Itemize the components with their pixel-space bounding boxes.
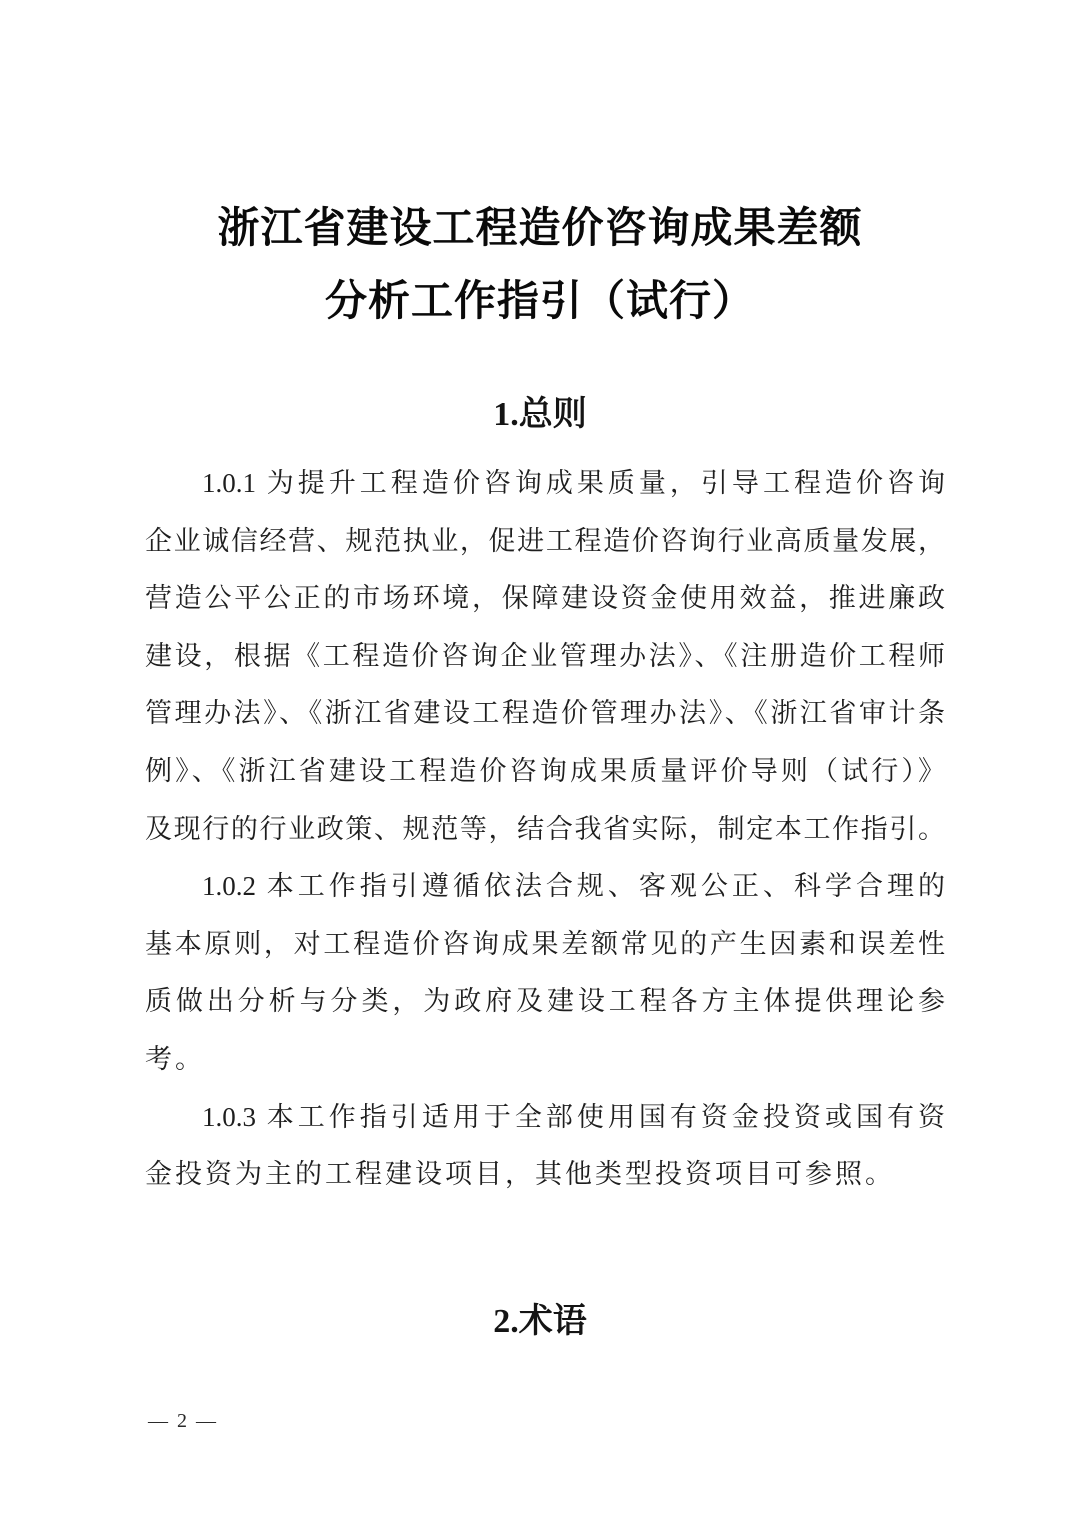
body-line: 营造公平公正的市场环境，保障建设资金使用效益，推进廉政 bbox=[145, 583, 945, 614]
body-line: 企业诚信经营、规范执业，促进工程造价咨询行业高质量发展， bbox=[145, 525, 945, 556]
body-line: 质做出分析与分类，为政府及建设工程各方主体提供理论参 bbox=[145, 986, 945, 1017]
body-line: 建设，根据《工程造价咨询企业管理办法》、《注册造价工程师 bbox=[145, 640, 945, 671]
body-line: 1.0.2 本工作指引遵循依法合规、客观公正、科学合理的 bbox=[202, 871, 945, 902]
body-line: 及现行的行业政策、规范等，结合我省实际，制定本工作指引。 bbox=[145, 813, 945, 844]
body-line: 例》、《浙江省建设工程造价咨询成果质量评价导则（试行）》 bbox=[145, 755, 945, 786]
body-text bbox=[145, 455, 945, 1204]
body-line: 金投资为主的工程建设项目，其他类型投资项目可参照。 bbox=[145, 1159, 895, 1190]
body-line: 管理办法》、《浙江省建设工程造价管理办法》、《浙江省审计条 bbox=[145, 698, 945, 729]
page-number-footer: — 2 — bbox=[148, 1410, 218, 1432]
body-line: 基本原则，对工程造价咨询成果差额常见的产生因素和误差性 bbox=[145, 928, 945, 959]
title-line-2: 分析工作指引（试行） bbox=[324, 279, 755, 325]
body-line: 考。 bbox=[145, 1043, 205, 1074]
section-heading-terminology: 2.术语 bbox=[493, 1303, 587, 1340]
section-heading-general-provisions: 1.总则 bbox=[493, 396, 587, 433]
document-title bbox=[0, 193, 1080, 339]
body-line: 1.0.1 为提升工程造价咨询成果质量，引导工程造价咨询 bbox=[202, 468, 945, 498]
title-line-1: 浙江省建设工程造价咨询成果差额 bbox=[217, 206, 863, 252]
body-line: 1.0.3 本工作指引适用于全部使用国有资金投资或国有资 bbox=[202, 1101, 945, 1132]
